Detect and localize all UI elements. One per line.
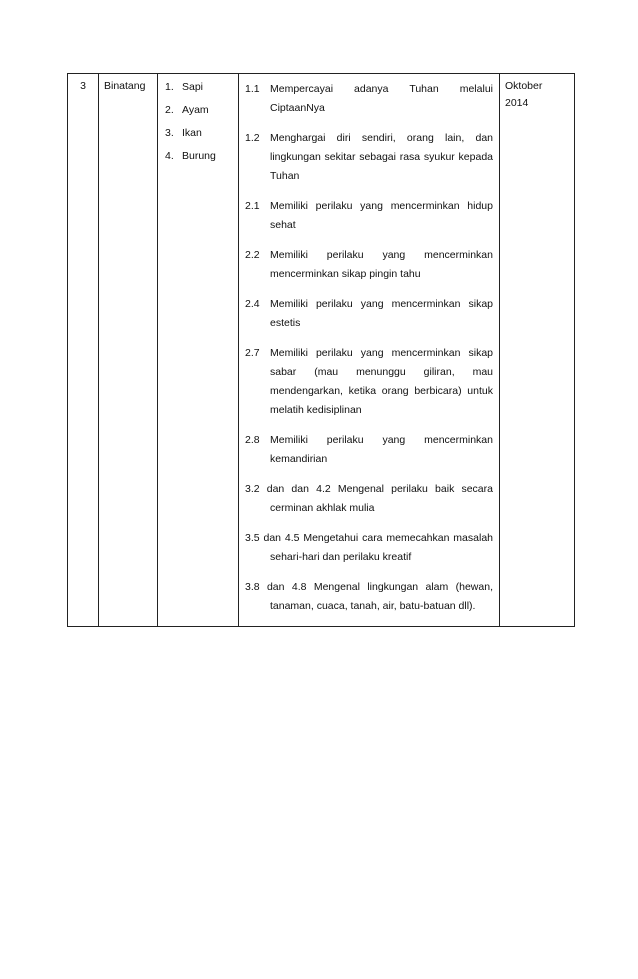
competency-list <box>239 74 499 626</box>
list-item <box>165 126 238 149</box>
table-row <box>68 74 575 627</box>
competency-item <box>245 529 493 567</box>
time-label: Oktober 2014 <box>505 80 543 109</box>
competency-item <box>245 344 493 420</box>
item-number: 3. <box>165 127 174 139</box>
competency-code: 2.2 <box>245 249 260 261</box>
subtheme-cell <box>158 74 239 627</box>
theme-cell <box>99 74 158 627</box>
competency-text: 3.2 dan dan 4.2 Mengenal perilaku baik secara cerminan akhlak mulia <box>245 483 493 514</box>
competency-text: Memiliki perilaku yang mencerminkan sikap sabar (mau menunggu giliran, mau mendengarkan, ketika orang berbicara) untuk melatih kedisiplinan <box>270 347 493 416</box>
time-cell <box>500 74 575 627</box>
competency-cell <box>239 74 500 627</box>
competency-item <box>245 129 493 186</box>
number-cell <box>68 74 99 627</box>
competency-text: Mempercayai adanya Tuhan melalui CiptaanNya <box>270 83 493 114</box>
competency-code: 1.1 <box>245 83 260 95</box>
item-label: Ayam <box>182 104 209 116</box>
competency-item <box>245 578 493 616</box>
competency-text: Memiliki perilaku yang mencerminkan kemandirian <box>270 434 493 465</box>
competency-item <box>245 246 493 284</box>
competency-text: 3.8 dan 4.8 Mengenal lingkungan alam (hewan, tanaman, cuaca, tanah, air, batu-batuan dll). <box>245 581 493 612</box>
subtheme-list <box>158 74 238 172</box>
competency-code: 2.4 <box>245 298 260 310</box>
competency-item <box>245 295 493 333</box>
competency-text: Menghargai diri sendiri, orang lain, dan lingkungan sekitar sebagai rasa syukur kepada Tuhan <box>270 132 493 182</box>
item-label: Sapi <box>182 81 204 93</box>
competency-item <box>245 431 493 469</box>
competency-item <box>245 480 493 518</box>
competency-text: 3.5 dan 4.5 Mengetahui cara memecahkan masalah sehari-hari dan perilaku kreatif <box>245 532 493 563</box>
item-number: 1. <box>165 81 174 93</box>
competency-text: Memiliki perilaku yang mencerminkan mencerminkan sikap pingin tahu <box>270 249 493 280</box>
competency-code: 1.2 <box>245 132 260 144</box>
item-number: 2. <box>165 104 174 116</box>
list-item <box>165 80 238 103</box>
item-label: Ikan <box>182 127 202 139</box>
list-item <box>165 149 238 172</box>
item-number: 4. <box>165 150 174 162</box>
item-label: Burung <box>182 150 216 162</box>
row-number: 3 <box>80 80 86 92</box>
competency-text: Memiliki perilaku yang mencerminkan sikap estetis <box>270 298 493 329</box>
competency-code: 2.7 <box>245 347 260 359</box>
list-item <box>165 103 238 126</box>
competency-code: 2.1 <box>245 200 260 212</box>
competency-code: 2.8 <box>245 434 260 446</box>
curriculum-table <box>67 73 575 627</box>
theme-label: Binatang <box>104 80 146 92</box>
competency-item <box>245 80 493 118</box>
competency-item <box>245 197 493 235</box>
competency-text: Memiliki perilaku yang mencerminkan hidup sehat <box>270 200 493 231</box>
